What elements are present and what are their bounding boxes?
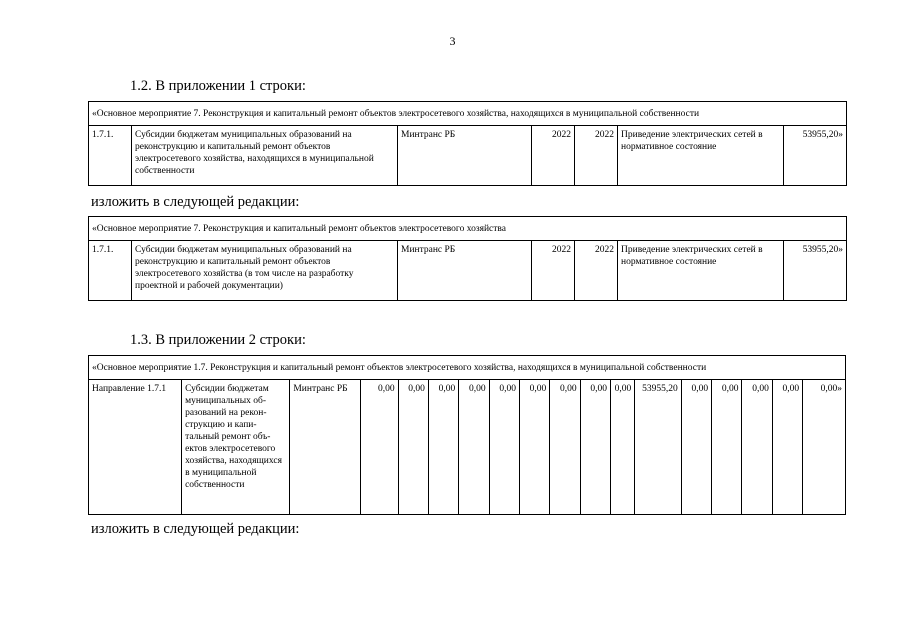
row-value: 0,00	[580, 380, 610, 515]
row-value: 0,00	[681, 380, 711, 515]
table-row	[89, 241, 847, 301]
row-value: 0,00	[459, 380, 489, 515]
activity-title: «Основное мероприятие 7. Реконструкция и капитальный ремонт объектов электросетевого хозяйства, находящихся в муниципальной собственности	[89, 102, 847, 126]
row-value: 0,00	[772, 380, 802, 515]
activity-title: «Основное мероприятие 1.7. Реконструкция и капитальный ремонт объектов электросетевого хозяйства, находящихся в муниципальной собственности	[89, 356, 846, 380]
section-1-2-heading: 1.2. В приложении 1 строки:	[130, 78, 306, 94]
row-value: 0,00	[361, 380, 398, 515]
row-name: Субсидии бюджетам муниципальных образований на реконструкцию и капитальный ремонт объектов электросетевого хозяйства, находящихся в муниципальной собственности	[132, 126, 398, 186]
section-1-2-old-table	[88, 101, 847, 186]
table-title-row	[89, 102, 847, 126]
row-value: 0,00	[712, 380, 742, 515]
row-value: 0,00	[398, 380, 428, 515]
row-value: 0,00	[610, 380, 634, 515]
table-row	[89, 126, 847, 186]
section-1-2-new-table	[88, 216, 847, 301]
row-year-end: 2022	[575, 241, 618, 301]
restate-label: изложить в следующей редакции:	[91, 194, 300, 210]
restate-label: изложить в следующей редакции:	[91, 521, 300, 537]
row-result: Приведение электрических сетей в нормативное состояние	[618, 126, 784, 186]
row-direction: Направление 1.7.1	[89, 380, 182, 515]
row-amount: 53955,20»	[784, 241, 847, 301]
row-name: Субсидии бюджетам муниципальных образований на реконструкцию и капитальный ремонт объектов электросетевого хозяйства, находящихся в муниципальной собственности	[182, 380, 290, 515]
row-number: 1.7.1.	[89, 241, 132, 301]
row-value: 0,00»	[803, 380, 846, 515]
row-year-end: 2022	[575, 126, 618, 186]
table-title-row	[89, 356, 846, 380]
activity-title: «Основное мероприятие 7. Реконструкция и капитальный ремонт объектов электросетевого хозяйства	[89, 217, 847, 241]
row-executor: Минтранс РБ	[290, 380, 361, 515]
table-title-row	[89, 217, 847, 241]
row-name: Субсидии бюджетам муниципальных образований на реконструкцию и капитальный ремонт объектов электросетевого хозяйства (в том числе на разработку проектной и рабочей документации)	[132, 241, 398, 301]
row-value: 0,00	[428, 380, 458, 515]
table-row	[89, 380, 846, 515]
row-year-start: 2022	[532, 126, 575, 186]
row-amount: 53955,20»	[784, 126, 847, 186]
row-value: 0,00	[742, 380, 772, 515]
row-value: 0,00	[550, 380, 580, 515]
row-value: 53955,20	[635, 380, 682, 515]
row-year-start: 2022	[532, 241, 575, 301]
section-1-3-heading: 1.3. В приложении 2 строки:	[130, 332, 306, 348]
row-result: Приведение электрических сетей в нормативное состояние	[618, 241, 784, 301]
row-executor: Минтранс РБ	[398, 241, 532, 301]
row-value: 0,00	[519, 380, 549, 515]
row-number: 1.7.1.	[89, 126, 132, 186]
section-1-3-old-table	[88, 355, 846, 515]
row-executor: Минтранс РБ	[398, 126, 532, 186]
row-value: 0,00	[489, 380, 519, 515]
page-number: 3	[449, 34, 456, 48]
